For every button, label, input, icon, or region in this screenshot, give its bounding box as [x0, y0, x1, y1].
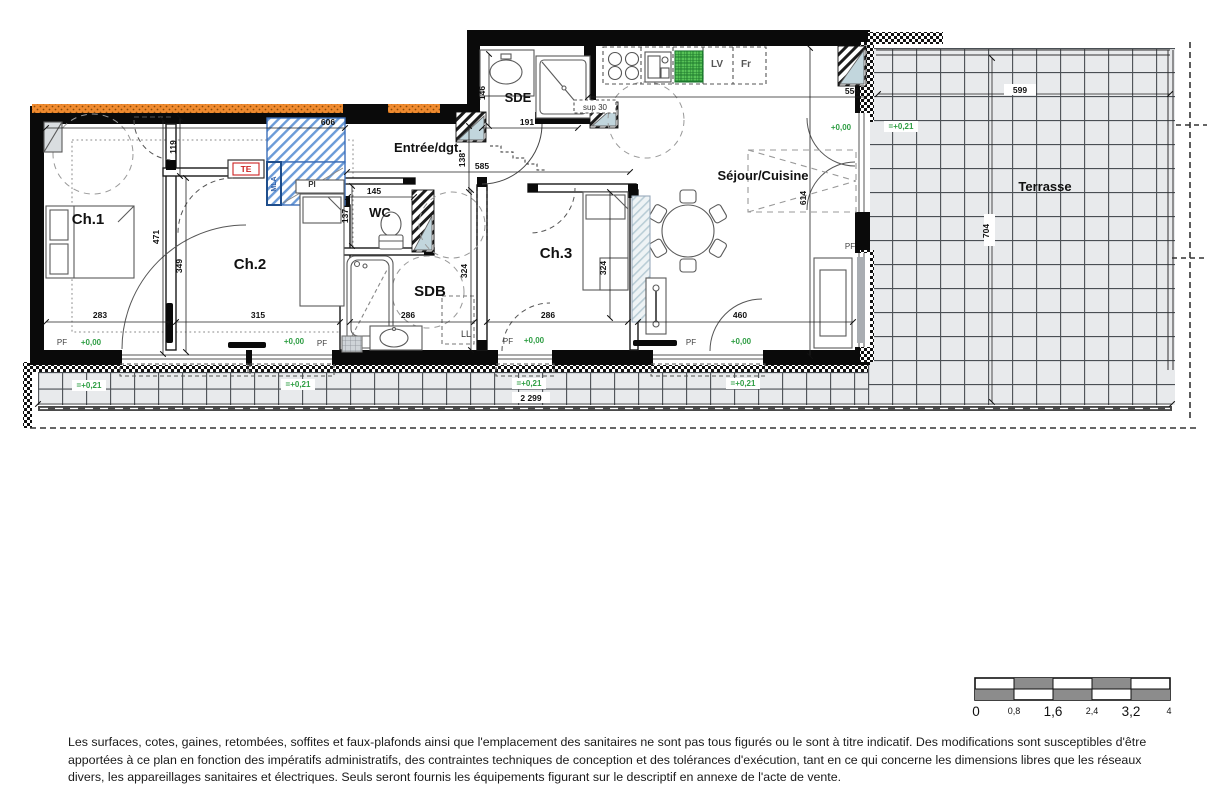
room-label-sde: SDE	[504, 90, 532, 105]
room-label-sejour: Séjour/Cuisine	[717, 168, 809, 183]
dim-138: 138	[457, 152, 467, 168]
kitchen-sink-unit	[675, 51, 703, 82]
level-ch1: +0,00	[80, 338, 102, 347]
washing-mach-label: LL	[460, 329, 472, 339]
pf-label-ch3: PF	[502, 337, 514, 346]
sofa	[814, 258, 852, 348]
scale-tick-4: 4	[1166, 706, 1172, 716]
level-sejour-door: +0,00	[830, 123, 852, 132]
bed-ch2	[296, 180, 344, 306]
level-balcony-1: =+0,21	[76, 381, 102, 390]
dim-556: 556	[844, 86, 860, 96]
level-ch3: +0,00	[523, 336, 545, 345]
dim-704: 704	[981, 223, 991, 239]
dim-614: 614	[798, 190, 808, 206]
insulation-strip-right	[388, 104, 440, 113]
room-label-ch1: Ch.1	[71, 211, 105, 228]
pf-label-ch1: PF	[56, 338, 68, 347]
dim-119: 119	[168, 140, 178, 154]
dim-283: 283	[92, 310, 108, 320]
room-label-wc: WC	[369, 205, 391, 220]
dim-137: 137	[340, 208, 350, 224]
scale-tick-32: 3,2	[1121, 704, 1141, 719]
dim-315: 315	[250, 310, 266, 320]
dim-286-sdb: 286	[400, 310, 416, 320]
entrance-threshold-steps	[490, 146, 547, 170]
room-label-ch3: Ch.3	[539, 245, 573, 262]
balcony-edge-hatch	[30, 365, 868, 372]
level-ch2: +0,00	[283, 337, 305, 346]
dim-471: 471	[151, 229, 161, 245]
electrical-panel-label: TE	[240, 164, 252, 174]
dim-2299: 2 299	[520, 393, 542, 403]
room-label-terrasse: Terrasse	[1018, 179, 1072, 194]
pf-label-right: PF	[844, 242, 856, 251]
soffit-sup30-label: sup 30	[582, 103, 608, 112]
washbasin-sdb	[370, 326, 422, 350]
level-balcony-4: =+0,21	[730, 379, 756, 388]
scale-tick-24: 2,4	[1085, 706, 1099, 716]
dim-606: 606	[320, 117, 336, 127]
level-terrace: =+0,21	[888, 122, 914, 131]
room-label-ch2: Ch.2	[233, 256, 267, 273]
scale-tick-0: 0	[972, 704, 980, 719]
dim-286-ch3: 286	[540, 310, 556, 320]
scale-tick-08: 0,8	[1007, 706, 1021, 716]
legal-disclaimer: Les surfaces, cotes, gaines, retombées, soffites et faux-plafonds ainsi que l'emplacement des sanitaires ne sont pas tous figurés ou le sont à titre indicatif. Des modifications sont susceptibles d'être apportées à ce plan en fonction des impératifs administratifs, des contraintes techniques de conception et des tolérances d'exécution, tant en ce qui concerne les dimensions libres que les réseaux divers, les appareillages sanitaires et électriques. Seuls seront fournis les équipements figurant sur le descriptif en annexe de l'acte de vente.	[68, 735, 1147, 785]
dim-349: 349	[174, 258, 184, 274]
level-balcony-3: =+0,21	[516, 379, 542, 388]
dim-324-left: 324	[459, 263, 469, 279]
dim-585: 585	[474, 161, 490, 171]
level-balcony-2: =+0,21	[285, 380, 311, 389]
fridge-label: Fr	[741, 59, 751, 70]
dining-table	[648, 190, 727, 272]
dim-145: 145	[366, 186, 382, 196]
dim-191: 191	[519, 117, 535, 127]
scale-tick-16: 1,6	[1043, 704, 1063, 719]
window-openings	[120, 112, 870, 376]
closet-ch1	[44, 122, 62, 152]
level-sejour: +0,00	[730, 337, 752, 346]
dim-460: 460	[732, 310, 748, 320]
placard-label: Pl	[308, 180, 316, 189]
shower-mat	[342, 336, 362, 352]
washer-column-label: MLA	[271, 176, 278, 192]
pf-label-ch2: PF	[316, 339, 328, 348]
pf-label-sejour: PF	[685, 338, 697, 347]
scale-bar	[972, 678, 1171, 719]
insulation-strip-left	[32, 104, 343, 113]
room-label-sdb: SDB	[414, 283, 446, 300]
room-label-entree: Entrée/dgt.	[394, 140, 462, 155]
dim-599: 599	[1012, 85, 1028, 95]
dim-146: 146	[477, 85, 487, 101]
dishwasher-label: LV	[710, 59, 724, 70]
dim-324-right: 324	[598, 260, 608, 276]
